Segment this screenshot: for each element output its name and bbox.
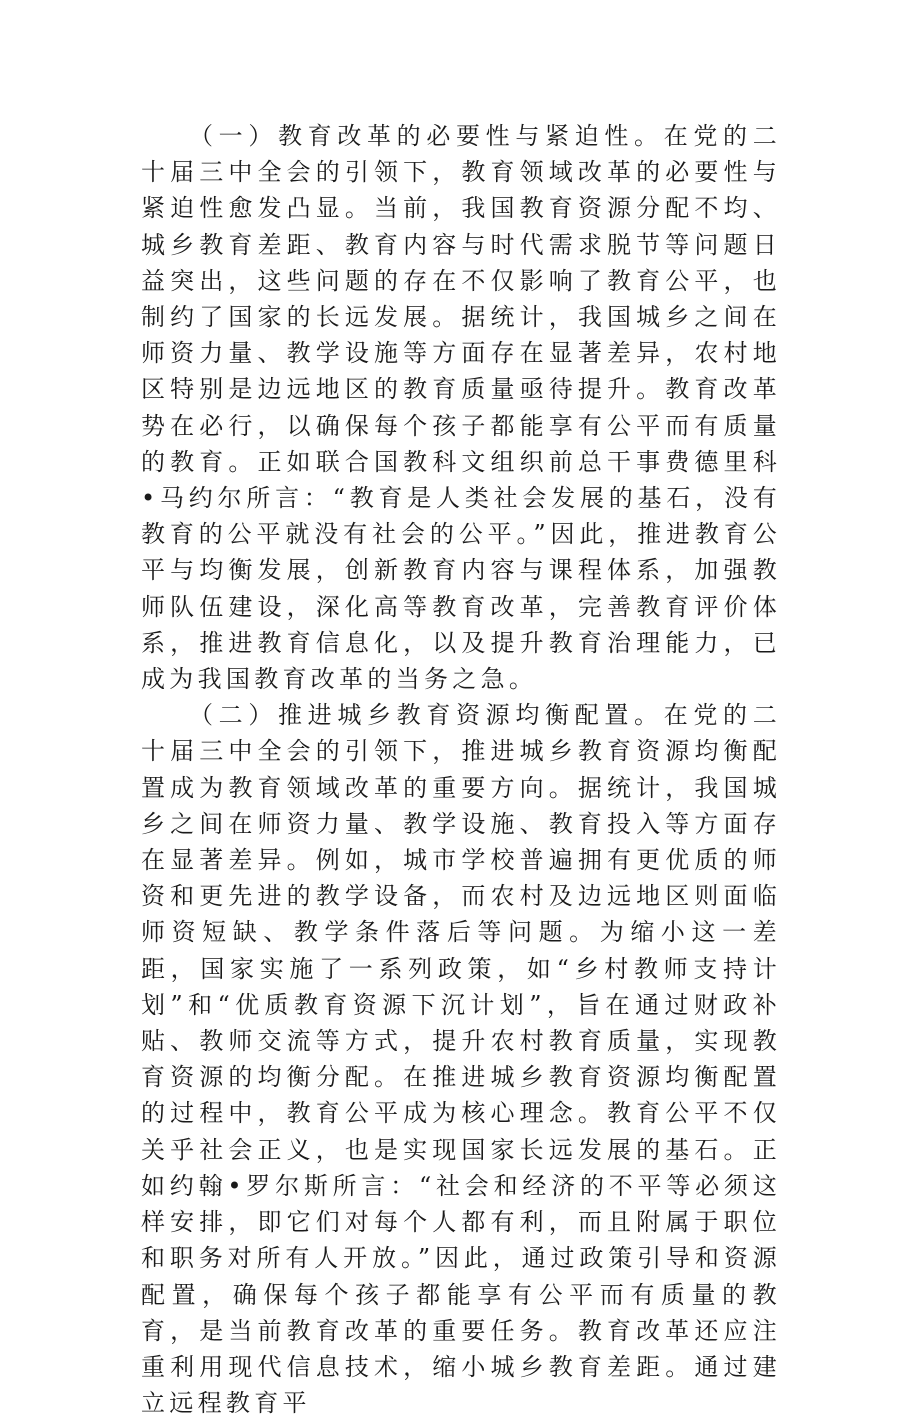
paragraph-section-two: （二）推进城乡教育资源均衡配置。在党的二十届三中全会的引领下，推进城乡教育资源均衡配置成为教育领域改革的重要方向。据统计，我国城乡之间在师资力量、教学设施、教育投入等方面存在显著差异。例如，城市学校普遍拥有更优质的师资和更先进的教学设备，而农村及边远地区则面临师资短缺、教学条件落后等问题。为缩小这一差距，国家实施了一系列政策，如“乡村教师支持计划”和“优质教育资源下沉计划”，旨在通过财政补贴、教师交流等方式，提升农村教育质量，实现教育资源的均衡分配。在推进城乡教育资源均衡配置的过程中，教育公平成为核心理念。教育公平不仅关乎社会正义，也是实现国家长远发展的基石。正如约翰•罗尔斯所言：“社会和经济的不平等必须这样安排，即它们对每个人都有利，而且附属于职位和职务对所有人开放。”因此，通过政策引导和资源配置，确保每个孩子都能享有公平而有质量的教育，是当前教育改革的重要任务。教育改革还应注重利用现代信息技术，缩小城乡教育差距。通过建立远程教育平: [141, 701, 781, 1418]
paragraph-section-one: （一）教育改革的必要性与紧迫性。在党的二十届三中全会的引领下，教育领域改革的必要性与紧迫性愈发凸显。当前，我国教育资源分配不均、城乡教育差距、教育内容与时代需求脱节等问题日益突出，这些问题的存在不仅影响了教育公平，也制约了国家的长远发展。据统计，我国城乡之间在师资力量、教学设施等方面存在显著差异，农村地区特别是边远地区的教育质量亟待提升。教育改革势在必行，以确保每个孩子都能享有公平而有质量的教育。正如联合国教科文组织前总干事费德里科•马约尔所言：“教育是人类社会发展的基石，没有教育的公平就没有社会的公平。”因此，推进教育公平与均衡发展，创新教育内容与课程体系，加强教师队伍建设，深化高等教育改革，完善教育评价体系，推进教育信息化，以及提升教育治理能力，已成为我国教育改革的当务之急。: [141, 122, 781, 694]
body-text: [141, 118, 781, 1421]
